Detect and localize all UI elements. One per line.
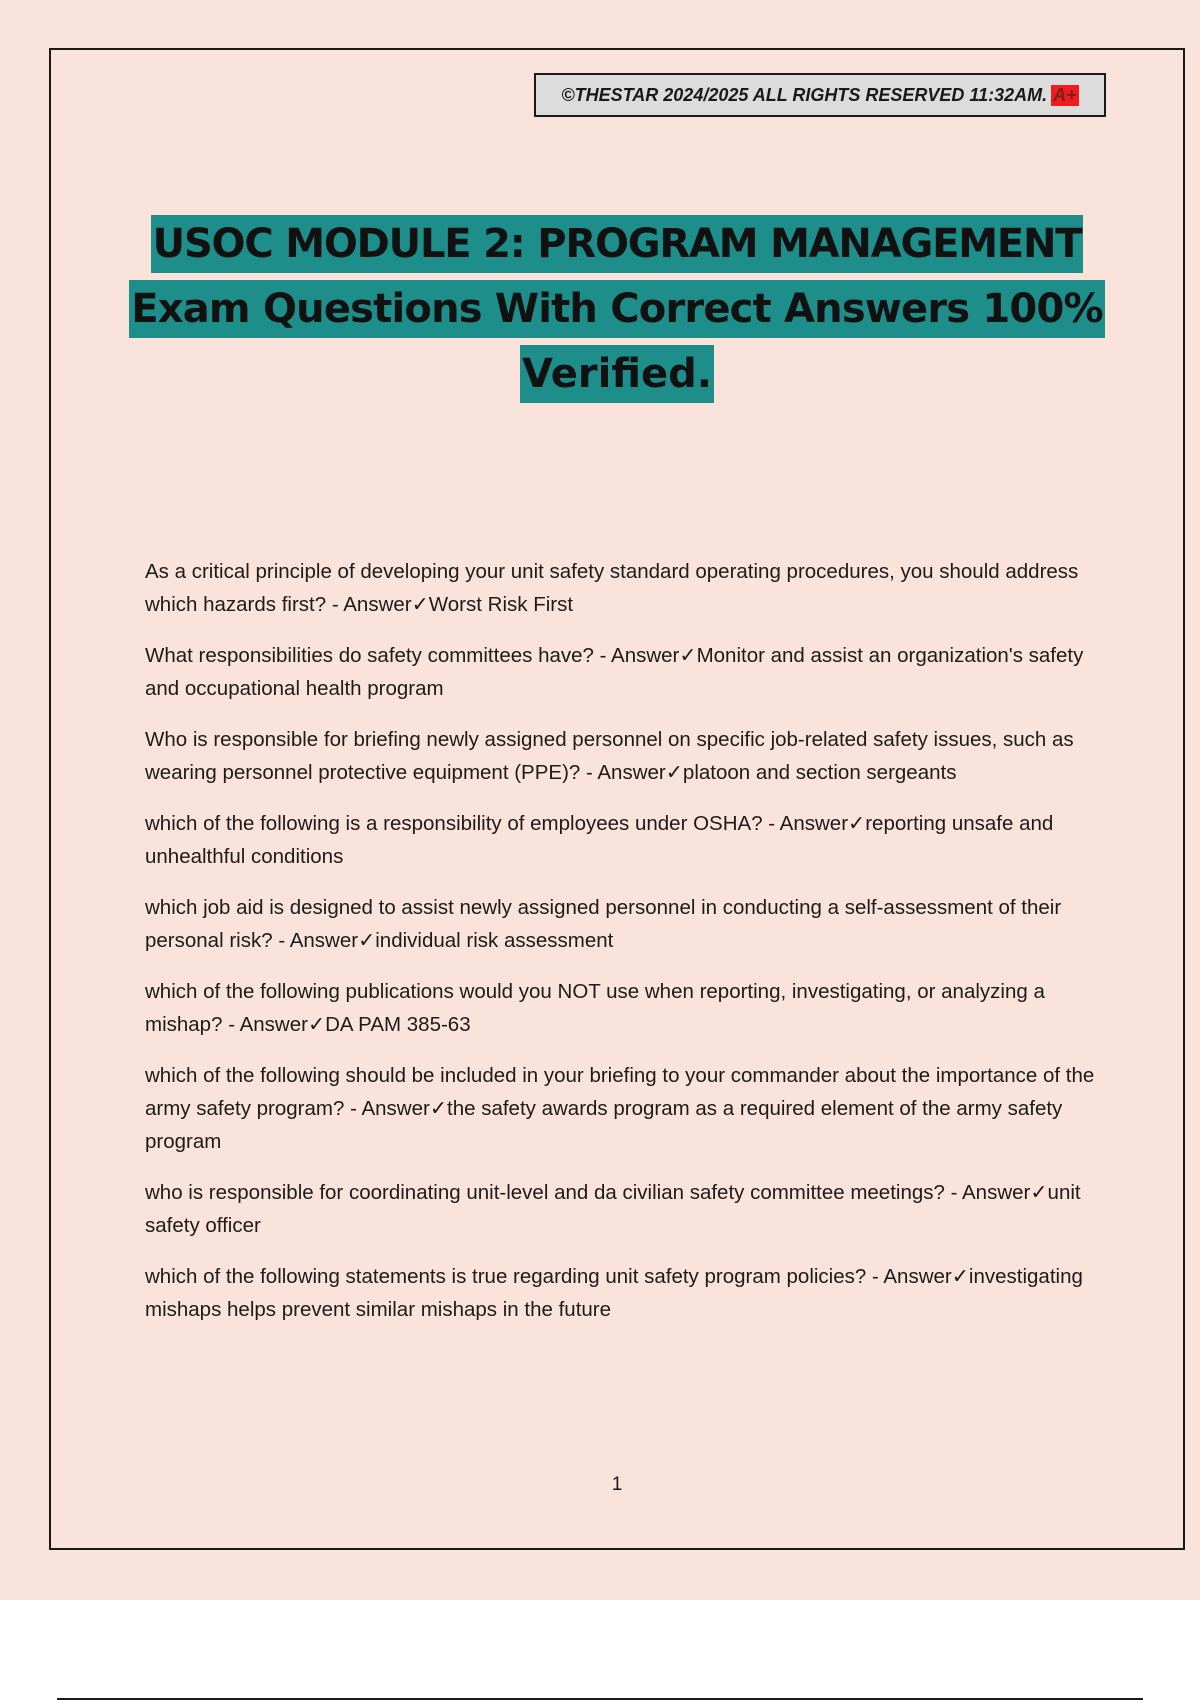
- question-answer-list: [145, 555, 1095, 1344]
- copyright-banner: [534, 73, 1106, 117]
- answer-text: the safety awards program as a required element of the army safety program: [145, 1097, 1063, 1153]
- answer-prefix: - Answer✓: [593, 644, 697, 667]
- question-text: who is responsible for coordinating unit-level and da civilian safety committee meetings?: [145, 1181, 945, 1204]
- page-number: 1: [611, 1474, 623, 1495]
- question-text: which of the following is a responsibility of employees under OSHA?: [145, 812, 763, 835]
- document-title: [120, 212, 1114, 407]
- answer-prefix: - Answer✓: [762, 812, 866, 835]
- question-text: which of the following should be included in your briefing to your commander about the importance of the army safety program?: [145, 1064, 1095, 1120]
- answer-text: individual risk assessment: [375, 929, 614, 952]
- title-line-3: Verified.: [520, 345, 714, 403]
- qa-item: [145, 1260, 1095, 1326]
- answer-text: unit safety officer: [145, 1181, 1081, 1237]
- qa-item: [145, 807, 1095, 873]
- answer-prefix: - Answer✓: [222, 1013, 326, 1036]
- question-text: which of the following publications would you NOT use when reporting, investigating, or analyzing a mishap?: [145, 980, 1045, 1036]
- answer-text: platoon and section sergeants: [682, 761, 957, 784]
- answer-text: reporting unsafe and unhealthful conditions: [145, 812, 1054, 868]
- answer-prefix: - Answer✓: [344, 1097, 447, 1120]
- qa-item: [145, 1059, 1095, 1158]
- question-text: As a critical principle of developing your unit safety standard operating procedures, you should address which hazards first?: [145, 560, 1079, 616]
- answer-text: Worst Risk First: [428, 593, 574, 616]
- qa-item: [145, 555, 1095, 621]
- qa-item: [145, 1176, 1095, 1242]
- qa-item: [145, 639, 1095, 705]
- answer-prefix: - Answer✓: [866, 1265, 969, 1288]
- title-line-2: Exam Questions With Correct Answers 100%: [129, 280, 1105, 338]
- answer-prefix: - Answer✓: [272, 929, 376, 952]
- grade-badge: A+: [1053, 84, 1077, 105]
- title-line-1: USOC MODULE 2: PROGRAM MANAGEMENT: [151, 215, 1084, 273]
- answer-prefix: - Answer✓: [580, 761, 683, 784]
- question-text: What responsibilities do safety committees have?: [145, 644, 594, 667]
- question-text: Who is responsible for briefing newly assigned personnel on specific job-related safety issues, such as wearing personnel protective equipment (PPE)?: [145, 728, 1074, 784]
- qa-item: [145, 891, 1095, 957]
- answer-prefix: - Answer✓: [326, 593, 429, 616]
- qa-item: [145, 975, 1095, 1041]
- answer-text: DA PAM 385-63: [325, 1013, 471, 1036]
- answer-text: Monitor and assist an organization's safety and occupational health program: [145, 644, 1084, 700]
- copyright-text: ©THESTAR 2024/2025 ALL RIGHTS RESERVED 11:32AM.: [561, 84, 1048, 105]
- question-text: which job aid is designed to assist newly assigned personnel in conducting a self-assessment of their personal risk?: [145, 896, 1062, 952]
- answer-prefix: - Answer✓: [944, 1181, 1048, 1204]
- question-text: which of the following statements is true regarding unit safety program policies?: [145, 1265, 867, 1288]
- qa-item: [145, 723, 1095, 789]
- answer-text: investigating mishaps helps prevent similar mishaps in the future: [145, 1265, 1083, 1321]
